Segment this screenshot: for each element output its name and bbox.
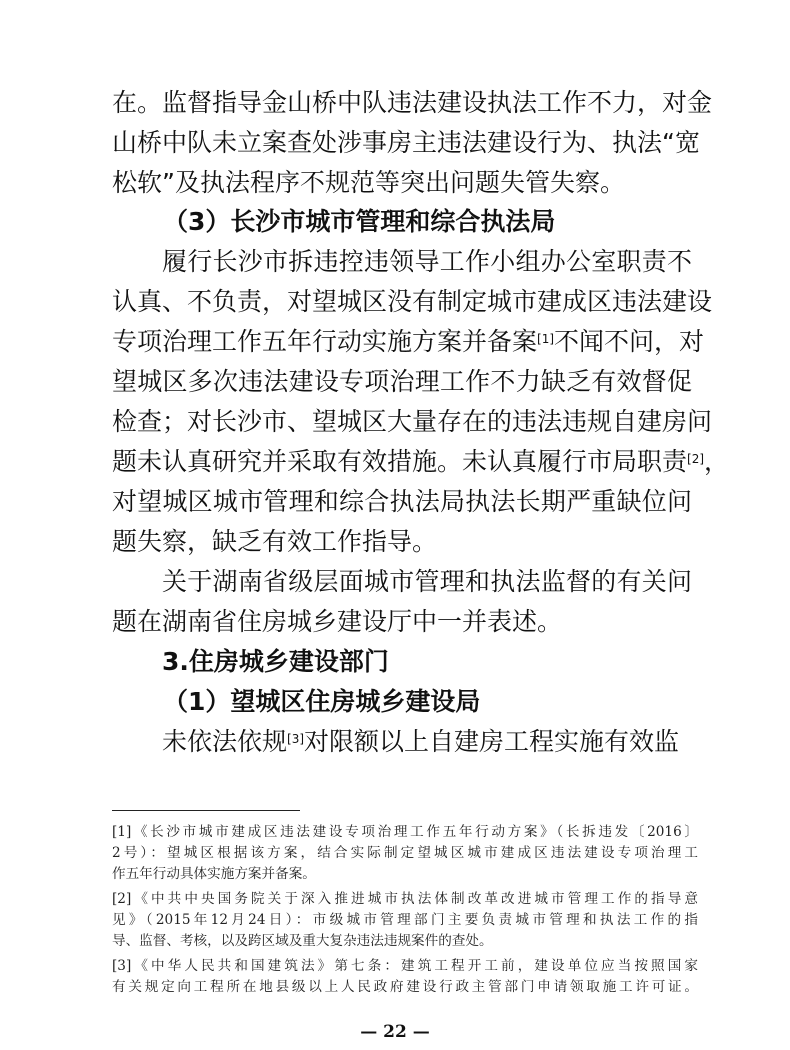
body-text: 对限额以上自建房工程实施有效监	[304, 727, 680, 756]
body-text: 专项治理工作五年行动实施方案并备案	[112, 327, 538, 356]
body-text: 未依法依规	[162, 727, 288, 756]
body-line: 山桥中队未立案查处涉事房主违法建设行为、执法“宽	[112, 128, 700, 157]
footnote-line: [2]《中共中央国务院关于深入推进城市执法体制改革改进城市管理工作的指导意	[112, 891, 698, 907]
body-line: 望城区多次违法建设专项治理工作不力缺乏有效督促	[112, 367, 692, 396]
footnote-line: [1]《长沙市城市建成区违法建设专项治理工作五年行动方案》（长拆违发〔2016〕	[112, 824, 698, 840]
body-text: ，	[704, 447, 730, 476]
section-heading-housing-departments: 3.住房城乡建设部门	[162, 647, 389, 676]
footnote-line: [3]《中华人民共和国建筑法》第七条：建筑工程开工前，建设单位应当按照国家	[112, 958, 698, 974]
body-line: 关于湖南省级层面城市管理和执法监督的有关问	[162, 567, 692, 596]
body-line: 在。监督指导金山桥中队违法建设执法工作不力，对金	[112, 88, 713, 117]
body-line-with-footnote-3	[162, 727, 692, 757]
footnote-ref-3: [3]	[287, 732, 305, 746]
body-line: 履行长沙市拆违控违领导工作小组办公室职责不	[162, 247, 692, 276]
footnote-line: 见》（2015年12月24日）：市级城市管理部门主要负责城市管理和执法工作的指	[112, 912, 698, 928]
body-text: 题未认真研究并采取有效措施。未认真履行市局职责	[112, 447, 688, 476]
footnote-line: 导、监督、考核，以及跨区域及重大复杂违法违规案件的查处。	[112, 933, 493, 949]
body-line-with-footnote-1	[112, 327, 705, 357]
section-heading-wangcheng-housing-bureau: （1）望城区住房城乡建设局	[163, 687, 481, 716]
footnote-line: 2号）：望城区根据该方案，结合实际制定望城区城市建成区违法建设专项治理工	[112, 845, 698, 861]
body-line: 题失察，缺乏有效工作指导。	[112, 527, 438, 556]
body-line-with-footnote-2	[112, 447, 730, 477]
footnote-ref-1: [1]	[537, 332, 555, 346]
footnote-line: 作五年行动具体实施方案并备案。	[112, 866, 316, 882]
footnote-ref-2: [2]	[687, 452, 705, 466]
body-line: 对望城区城市管理和综合执法局执法长期严重缺位问	[112, 487, 692, 516]
body-line: 检查；对长沙市、望城区大量存在的违法违规自建房问	[112, 407, 713, 436]
body-line: 认真、不负责，对望城区没有制定城市建成区违法建设	[112, 287, 713, 316]
page-number: — 22 —	[360, 1022, 430, 1042]
body-text: 不闻不问，对	[554, 327, 705, 356]
footnote-line: 有关规定向工程所在地县级以上人民政府建设行政主管部门申请领取施工许可证。	[112, 979, 698, 995]
section-heading-changsha-urban-management: （3）长沙市城市管理和综合执法局	[163, 207, 556, 236]
footnote-divider	[112, 810, 300, 811]
body-line: 松软”及执法程序不规范等突出问题失管失察。	[112, 168, 625, 197]
body-line: 题在湖南省住房城乡建设厅中一并表述。	[112, 607, 563, 636]
